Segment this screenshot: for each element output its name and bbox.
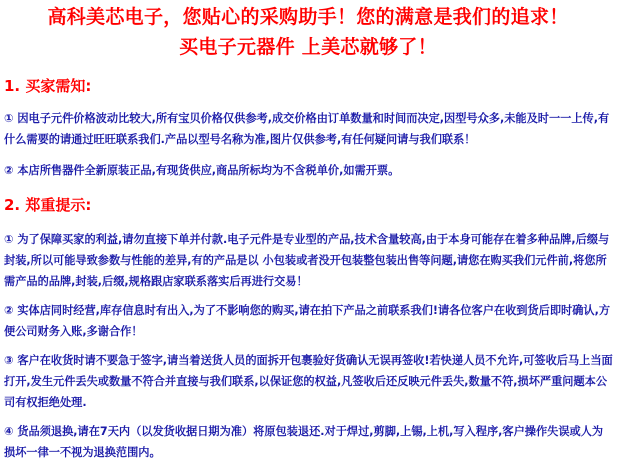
important-notice-item: ④ 货品须退换,请在7天内（以发货收据日期为准）将原包装退还.对于焊过,剪脚,上锡,上机,写入程序,客户操作失误或人为损坏一律一不视为退换范围内。: [4, 425, 604, 459]
banner-tagline: 买电子元器件 上美芯就够了！: [179, 36, 437, 58]
buyer-notice-heading: [4, 76, 614, 96]
buyer-notice-item: ① 因电子元件价格波动比较大,所有宝贝价格仅供参考,成交价格由订单数量和时间而决定,因型号众多,未能及时一一上传,有什么需要的请通过旺旺联系我们.产品以型号名称为准,图片仅供参考,有任何疑问请与我们联系！: [4, 112, 610, 146]
important-notice-item: ① 为了保障买家的利益,请勿直接下单并付款.电子元件是专业型的产品,技术含量较高,由于本身可能存在着多种品牌,后缀与封装,所以可能导致参数与性能的差异,有的产品是以 小包装或者没开包装整包装出售等问题,请您在购买我们元件前,将您所需产品的品牌,封装,后缀,规格跟店家联系落实后再进行交易！: [4, 233, 610, 288]
important-notice-item: ② 实体店同时经营,库存信息时有出入,为了不影响您的购买,请在拍下产品之前联系我们!请各位客户在收到货后即时确认,方便公司财务入账,多谢合作！: [4, 304, 611, 338]
buyer-notice-item: ② 本店所售器件全新原装正品,有现货供应,商品所标均为不含税单价,如需开票。: [4, 164, 400, 177]
section-title: 郑重提示:: [25, 196, 92, 214]
banner-slogan: 高科美芯电子，您贴心的采购助手！您的满意是我们的追求！: [47, 6, 569, 28]
section-number: 1.: [4, 77, 21, 95]
important-notice-heading: [4, 195, 614, 215]
important-notice-item: ③ 客户在收货时请不要急于签字,请当着送货人员的面拆开包裹验好货确认无误再签收!若快递人员不允许,可签收后马上当面打开,发生元件丢失或数量不符合并直接与我们联系,以保证您的权益,凡签收后还反映元件丢失,数量不符,损坏严重问题本公司有权拒绝处理.: [4, 354, 613, 409]
section-title: 买家需知:: [25, 77, 92, 95]
section-number: 2.: [4, 196, 21, 214]
